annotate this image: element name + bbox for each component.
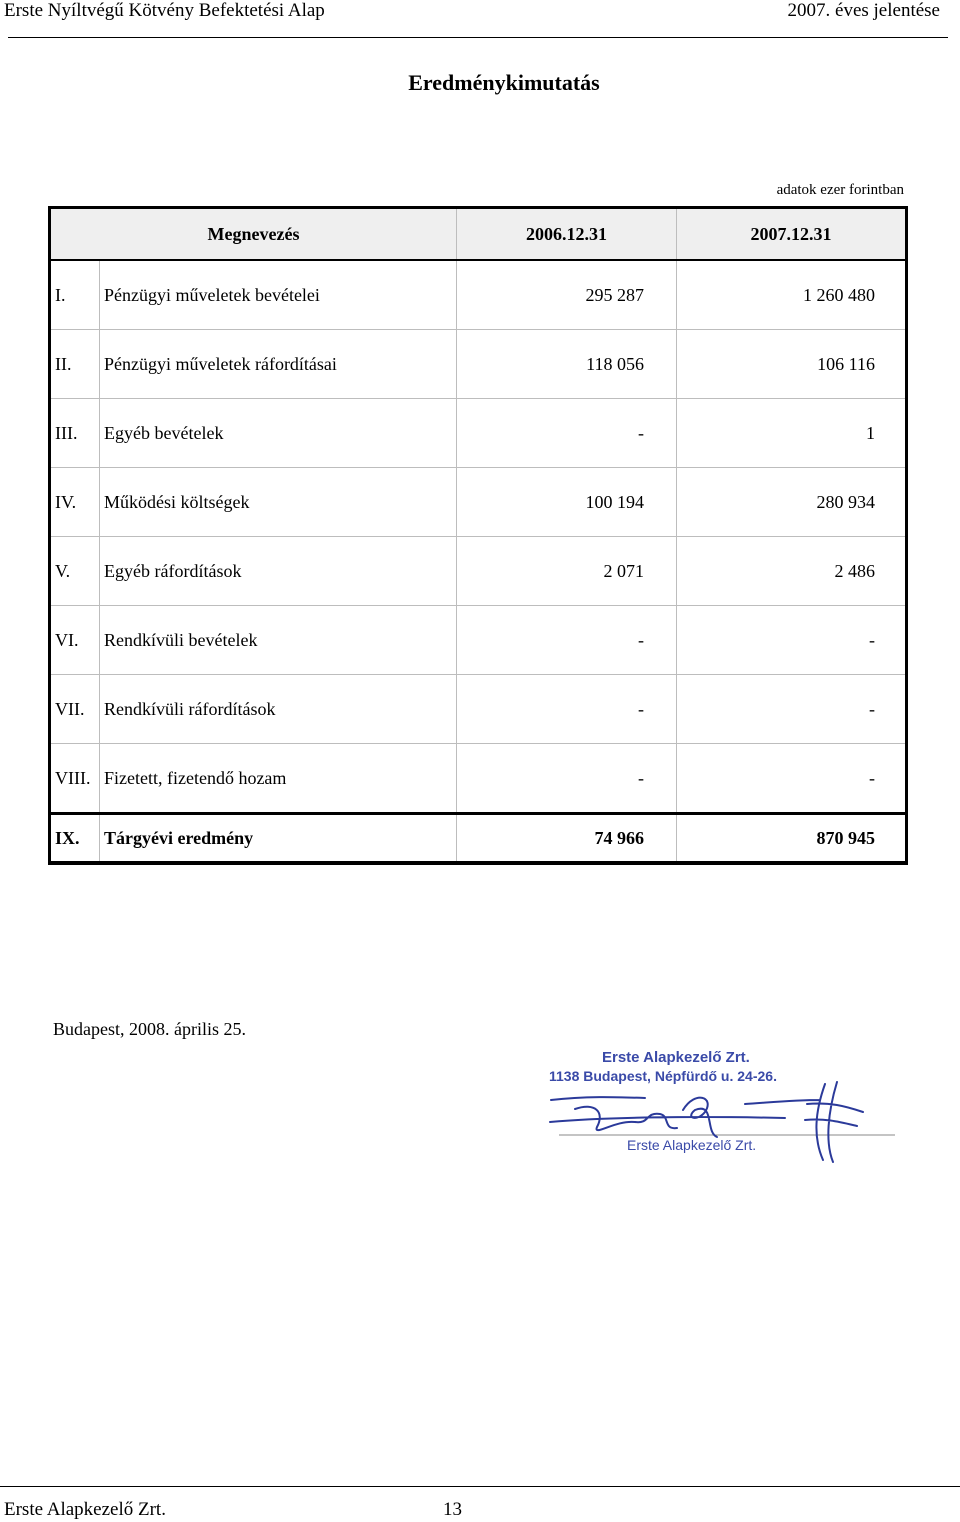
row-value-2006: - bbox=[457, 675, 677, 744]
table-row bbox=[50, 260, 907, 330]
row-label: Egyéb bevételek bbox=[100, 399, 457, 468]
row-value-2007: 106 116 bbox=[677, 330, 907, 399]
column-header-2006: 2006.12.31 bbox=[457, 208, 677, 261]
row-value-2006: 2 071 bbox=[457, 537, 677, 606]
page-header bbox=[0, 0, 960, 24]
unit-note: adatok ezer forintban bbox=[776, 182, 904, 198]
income-statement-table bbox=[48, 206, 908, 865]
header-divider bbox=[8, 37, 948, 38]
page-title: Eredménykimutatás bbox=[408, 70, 600, 95]
row-value-2007: - bbox=[677, 606, 907, 675]
row-label: Rendkívüli ráfordítások bbox=[100, 675, 457, 744]
row-value-2006: - bbox=[457, 399, 677, 468]
table-header-row bbox=[50, 208, 907, 261]
report-title: 2007. éves jelentése bbox=[787, 0, 940, 21]
row-value-2007: 2 486 bbox=[677, 537, 907, 606]
total-row bbox=[50, 814, 907, 864]
row-label: Pénzügyi műveletek bevételei bbox=[100, 260, 457, 330]
row-value-2006: 295 287 bbox=[457, 260, 677, 330]
table-row bbox=[50, 606, 907, 675]
table-row bbox=[50, 537, 907, 606]
table-row bbox=[50, 468, 907, 537]
row-value-2007: - bbox=[677, 744, 907, 814]
row-value-2007: 280 934 bbox=[677, 468, 907, 537]
row-number: VI. bbox=[50, 606, 100, 675]
footer-divider bbox=[0, 1486, 960, 1487]
row-number: I. bbox=[50, 260, 100, 330]
row-label: Működési költségek bbox=[100, 468, 457, 537]
column-header-2007: 2007.12.31 bbox=[677, 208, 907, 261]
place-and-date: Budapest, 2008. április 25. bbox=[53, 1019, 246, 1039]
row-value-2007: 1 260 480 bbox=[677, 260, 907, 330]
page-number: 13 bbox=[443, 1499, 462, 1520]
row-value-2007: 1 bbox=[677, 399, 907, 468]
row-label: Pénzügyi műveletek ráfordításai bbox=[100, 330, 457, 399]
company-stamp-signature bbox=[545, 1042, 905, 1177]
stamp-address: 1138 Budapest, Népfürdő u. 24-26. bbox=[549, 1068, 777, 1084]
table-row bbox=[50, 675, 907, 744]
row-label: Egyéb ráfordítások bbox=[100, 537, 457, 606]
footer-company: Erste Alapkezelő Zrt. bbox=[4, 1499, 166, 1520]
table-row bbox=[50, 330, 907, 399]
column-header-name: Megnevezés bbox=[50, 208, 457, 261]
row-number: IV. bbox=[50, 468, 100, 537]
row-number: III. bbox=[50, 399, 100, 468]
stamp-company: Erste Alapkezelő Zrt. bbox=[602, 1049, 750, 1066]
total-number: IX. bbox=[50, 814, 100, 864]
row-value-2006: 118 056 bbox=[457, 330, 677, 399]
row-number: II. bbox=[50, 330, 100, 399]
row-value-2007: - bbox=[677, 675, 907, 744]
row-value-2006: - bbox=[457, 606, 677, 675]
row-number: VIII. bbox=[50, 744, 100, 814]
row-number: V. bbox=[50, 537, 100, 606]
fund-name: Erste Nyíltvégű Kötvény Befektetési Alap bbox=[4, 0, 325, 21]
stamp-signature-caption: Erste Alapkezelő Zrt. bbox=[627, 1137, 757, 1153]
table-row bbox=[50, 399, 907, 468]
total-value-2007: 870 945 bbox=[677, 814, 907, 864]
row-label: Fizetett, fizetendő hozam bbox=[100, 744, 457, 814]
row-label: Rendkívüli bevételek bbox=[100, 606, 457, 675]
table-row bbox=[50, 744, 907, 814]
total-label: Tárgyévi eredmény bbox=[100, 814, 457, 864]
row-value-2006: 100 194 bbox=[457, 468, 677, 537]
row-number: VII. bbox=[50, 675, 100, 744]
row-value-2006: - bbox=[457, 744, 677, 814]
total-value-2006: 74 966 bbox=[457, 814, 677, 864]
